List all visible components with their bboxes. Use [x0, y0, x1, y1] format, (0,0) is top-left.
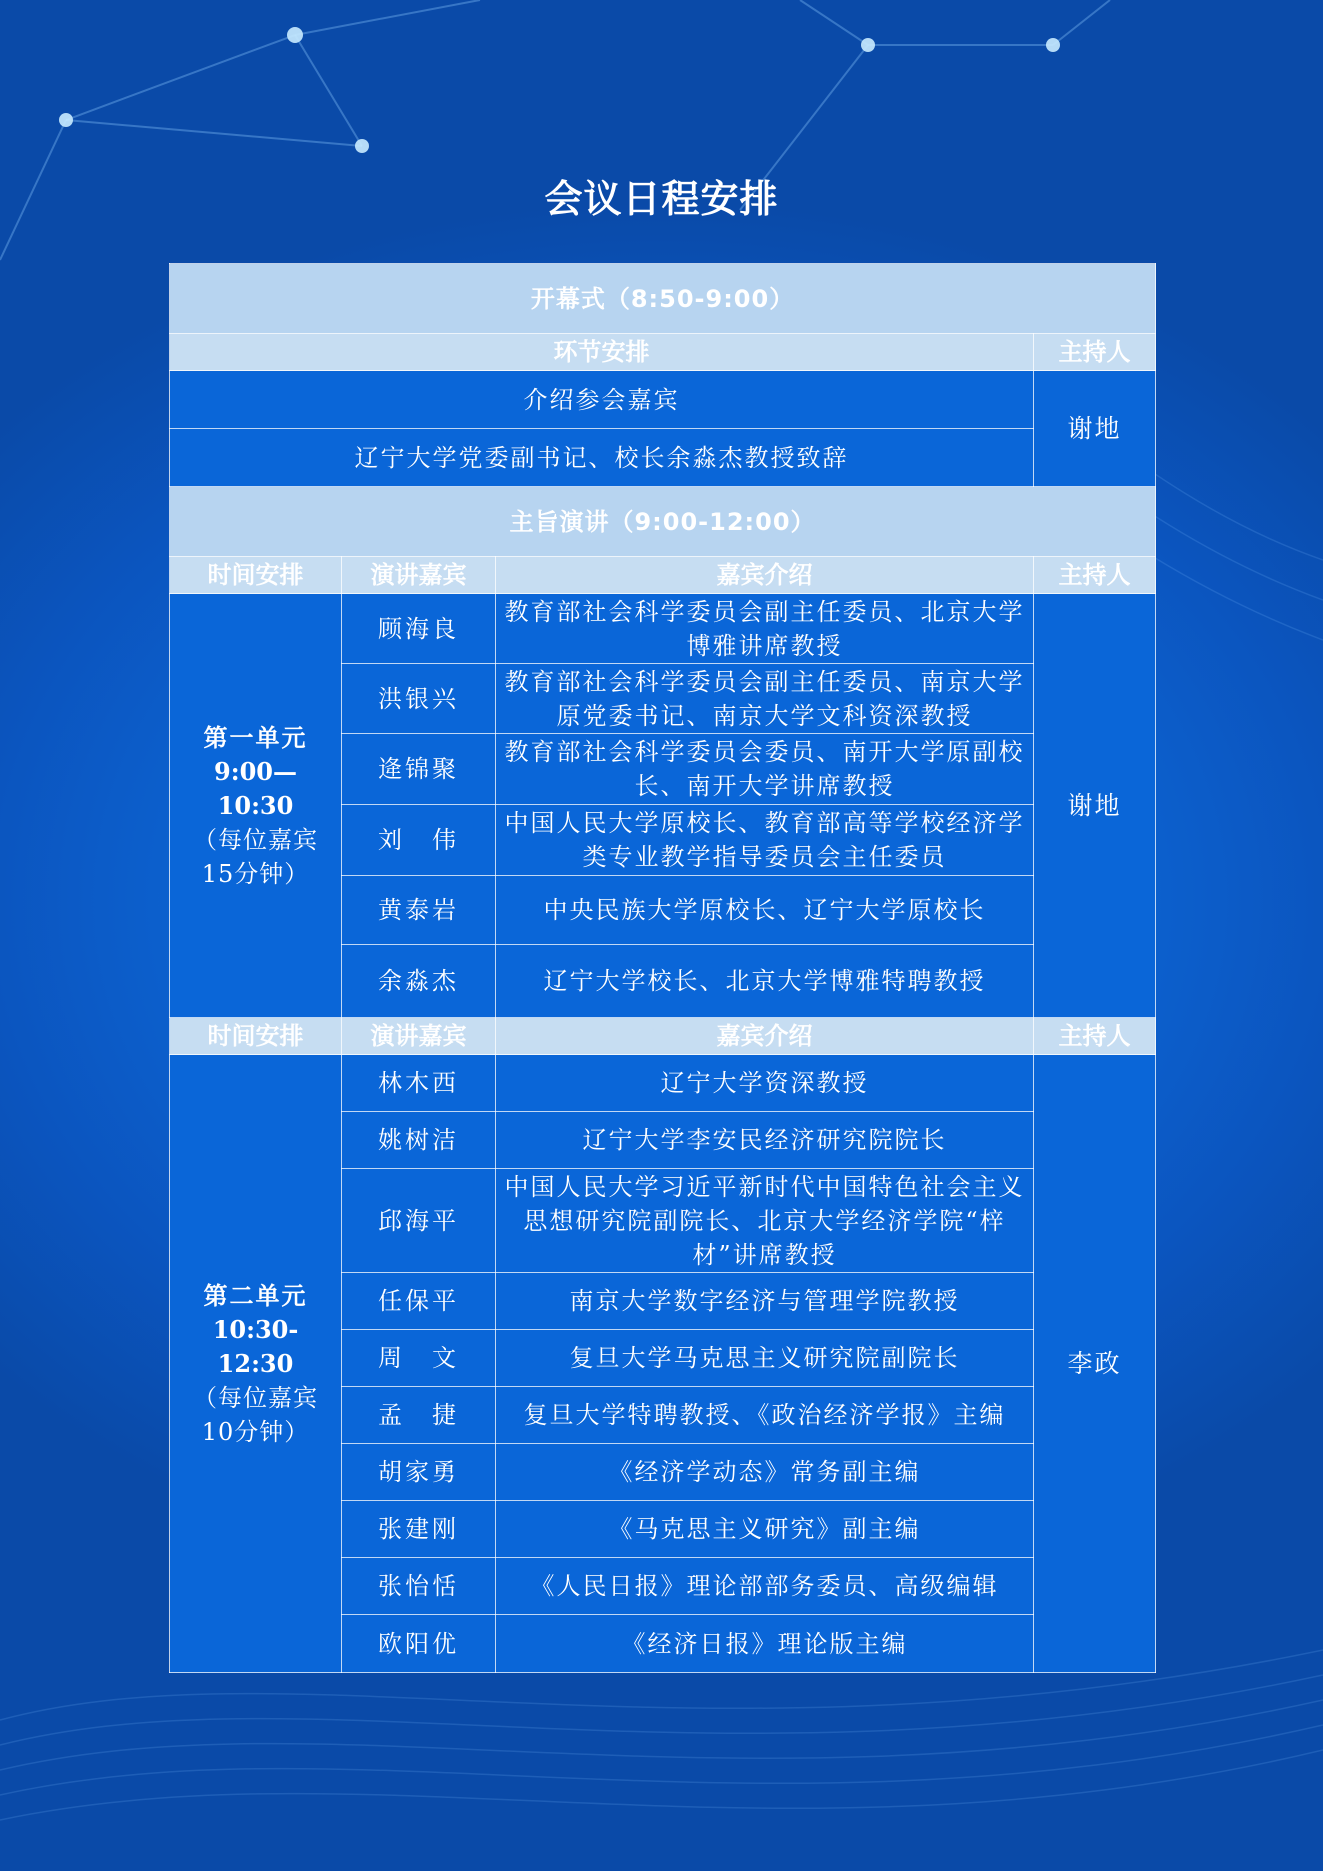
speaker-name: 林木西	[342, 1055, 496, 1112]
page-title: 会议日程安排	[544, 177, 779, 221]
column-header-intro: 嘉宾介绍	[496, 1018, 1034, 1055]
opening-header-row	[170, 264, 1156, 334]
speaker-name: 邱海平	[342, 1169, 496, 1273]
schedule-table	[169, 263, 1156, 1673]
speaker-name: 胡家勇	[342, 1444, 496, 1501]
speaker-intro: 教育部社会科学委员会副主任委员、南京大学原党委书记、南京大学文科资深教授	[496, 664, 1034, 734]
opening-host: 谢地	[1034, 371, 1156, 487]
speaker-intro: 中国人民大学原校长、教育部高等学校经济学类专业教学指导委员会主任委员	[496, 805, 1034, 876]
unit-name: 第一单元	[203, 723, 308, 752]
unit2-column-header-row	[170, 1018, 1156, 1055]
speaker-intro: 教育部社会科学委员会副主任委员、北京大学博雅讲席教授	[496, 594, 1034, 664]
speaker-name: 孟 捷	[342, 1387, 496, 1444]
unit-note: （每位嘉宾	[193, 825, 318, 854]
speaker-intro: 《马克思主义研究》副主编	[496, 1501, 1034, 1558]
speaker-name: 余淼杰	[342, 945, 496, 1018]
speaker-intro: 辽宁大学资深教授	[496, 1055, 1034, 1112]
unit-time-cell	[170, 594, 342, 1018]
speaker-intro: 《经济日报》理论版主编	[496, 1615, 1034, 1673]
column-header-speaker: 演讲嘉宾	[342, 1018, 496, 1055]
speaker-name: 张建刚	[342, 1501, 496, 1558]
column-header-time: 时间安排	[170, 557, 342, 594]
speaker-name: 刘 伟	[342, 805, 496, 876]
unit-time: 10:30-12:30	[212, 1314, 299, 1378]
column-header-agenda: 环节安排	[170, 334, 1034, 371]
speaker-intro: 辽宁大学李安民经济研究院院长	[496, 1112, 1034, 1169]
column-header-speaker: 演讲嘉宾	[342, 557, 496, 594]
speaker-name: 张怡恬	[342, 1558, 496, 1615]
column-header-host: 主持人	[1034, 1018, 1156, 1055]
opening-item-row	[170, 371, 1156, 429]
speaker-intro: 辽宁大学校长、北京大学博雅特聘教授	[496, 945, 1034, 1018]
speaker-name: 姚树洁	[342, 1112, 496, 1169]
unit-time-cell	[170, 1055, 342, 1673]
speaker-name: 顾海良	[342, 594, 496, 664]
opening-item: 介绍参会嘉宾	[170, 371, 1034, 429]
speaker-intro: 复旦大学马克思主义研究院副院长	[496, 1330, 1034, 1387]
column-header-intro: 嘉宾介绍	[496, 557, 1034, 594]
speaker-name: 黄泰岩	[342, 876, 496, 945]
opening-column-header-row	[170, 334, 1156, 371]
unit-note: （每位嘉宾	[193, 1383, 318, 1412]
unit-host: 谢地	[1034, 594, 1156, 1018]
speaker-intro: 教育部社会科学委员会委员、南开大学原副校长、南开大学讲席教授	[496, 734, 1034, 805]
unit-name: 第二单元	[203, 1281, 308, 1310]
opening-item-row	[170, 429, 1156, 487]
unit-time: 9:00—10:30	[214, 756, 297, 820]
unit-note: 15分钟）	[201, 859, 310, 888]
speaker-name: 洪银兴	[342, 664, 496, 734]
speaker-row	[170, 594, 1156, 664]
unit-note: 10分钟）	[201, 1417, 310, 1446]
column-header-time: 时间安排	[170, 1018, 342, 1055]
column-header-host: 主持人	[1034, 557, 1156, 594]
keynote-header-row	[170, 487, 1156, 557]
unit-host: 李政	[1034, 1055, 1156, 1673]
opening-header: 开幕式（8:50-9:00）	[170, 264, 1156, 334]
speaker-name: 周 文	[342, 1330, 496, 1387]
unit1-column-header-row	[170, 557, 1156, 594]
speaker-intro: 《经济学动态》常务副主编	[496, 1444, 1034, 1501]
speaker-row	[170, 1055, 1156, 1112]
speaker-name: 欧阳优	[342, 1615, 496, 1673]
speaker-intro: 中国人民大学习近平新时代中国特色社会主义思想研究院副院长、北京大学经济学院“梓材”讲席教授	[496, 1169, 1034, 1273]
speaker-intro: 南京大学数字经济与管理学院教授	[496, 1273, 1034, 1330]
opening-item: 辽宁大学党委副书记、校长余淼杰教授致辞	[170, 429, 1034, 487]
column-header-host: 主持人	[1034, 334, 1156, 371]
keynote-header: 主旨演讲（9:00-12:00）	[170, 487, 1156, 557]
speaker-intro: 复旦大学特聘教授、《政治经济学报》主编	[496, 1387, 1034, 1444]
speaker-name: 任保平	[342, 1273, 496, 1330]
speaker-intro: 中央民族大学原校长、辽宁大学原校长	[496, 876, 1034, 945]
speaker-intro: 《人民日报》理论部部务委员、高级编辑	[496, 1558, 1034, 1615]
speaker-name: 逄锦聚	[342, 734, 496, 805]
